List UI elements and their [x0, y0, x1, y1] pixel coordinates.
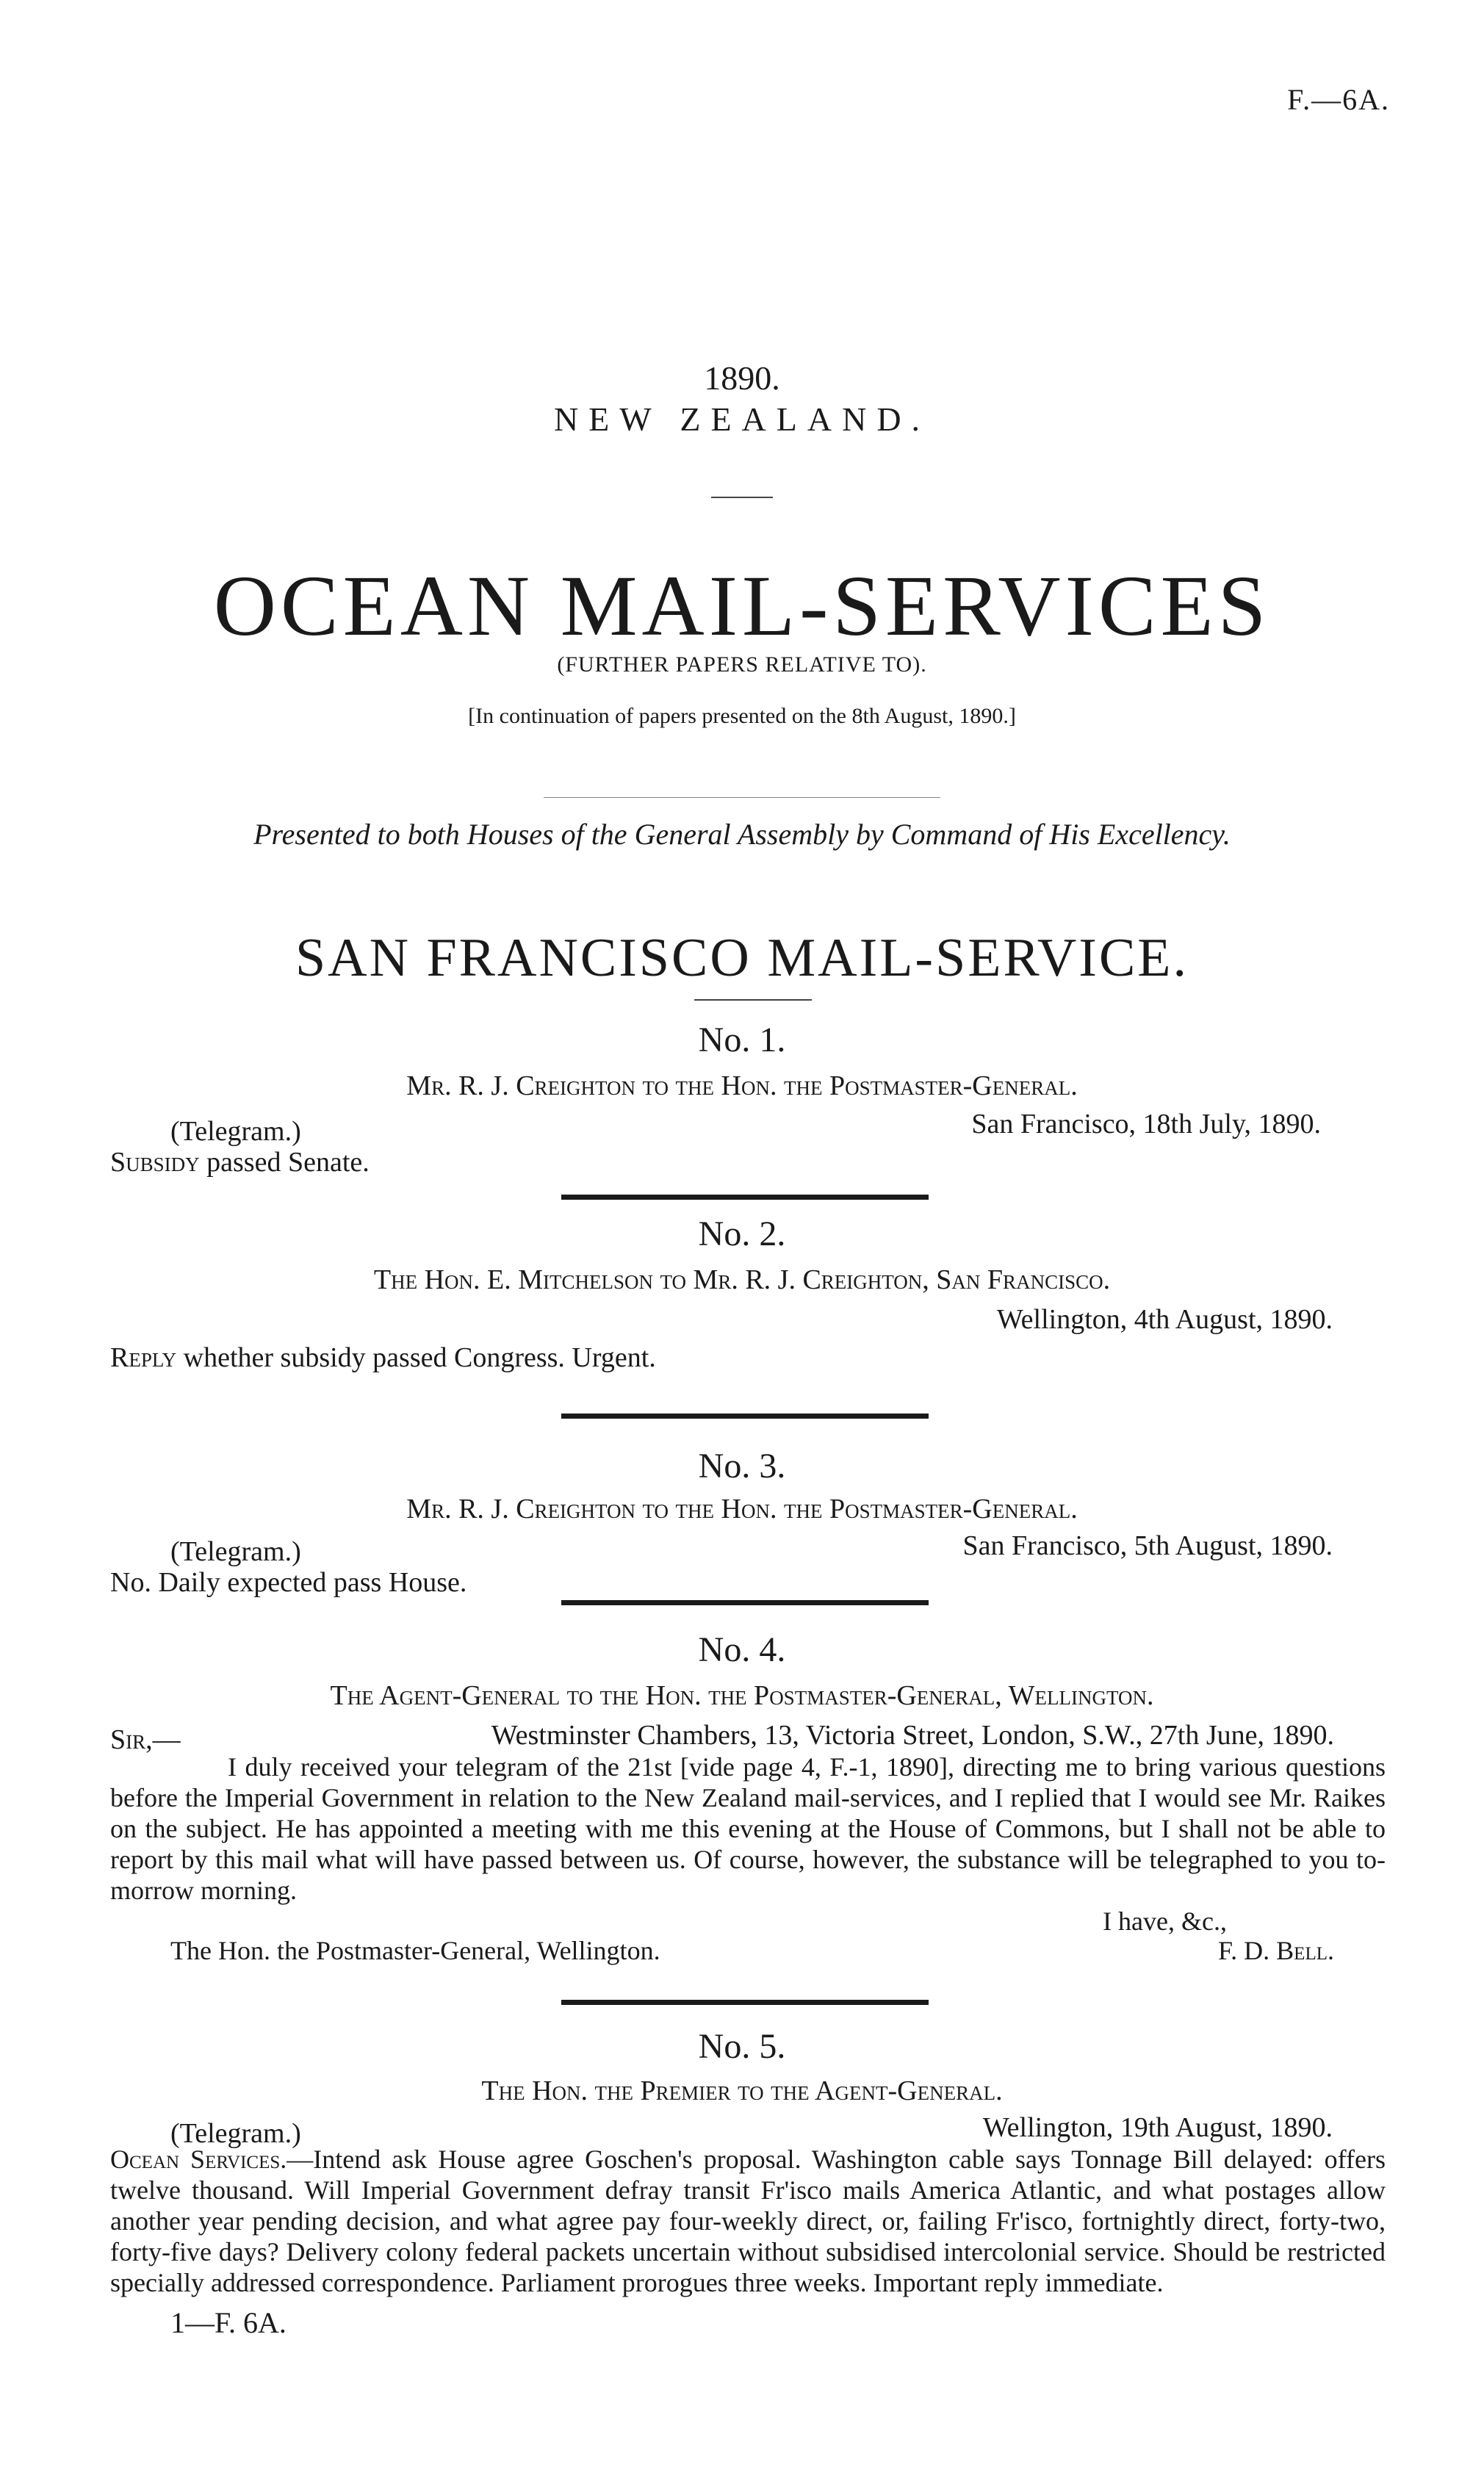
doc-number-3: No. 3. [698, 1447, 786, 1486]
doc-place-date-5: Wellington, 19th August, 1890. [982, 2112, 1333, 2143]
doc-place-date-1: San Francisco, 18th July, 1890. [971, 1109, 1321, 1139]
doc-place-date-4: Westminster Chambers, 13, Victoria Street, London, S.W., 27th June, 1890. [491, 1720, 1334, 1751]
doc-addressee-4: The Hon. the Postmaster-General, Wellington. [170, 1936, 660, 1965]
doc-heading-3: Mr. R. J. Creighton to the Hon. the Postmaster-General. [406, 1494, 1078, 1524]
doc-heading-5: The Hon. the Premier to the Agent-General. [481, 2075, 1003, 2106]
doc-text-2: whether subsidy passed Congress. Urgent. [183, 1342, 656, 1373]
doc-number-1: No. 1. [698, 1020, 786, 1059]
divider [561, 2000, 929, 2005]
doc-salutation-4: Sir,— [110, 1724, 181, 1755]
doc-body-2 [110, 1342, 656, 1374]
doc-heading-1: Mr. R. J. Creighton to the Hon. the Postmaster-General. [406, 1070, 1078, 1101]
divider [544, 797, 940, 798]
doc-type-5: (Telegram.) [170, 2118, 301, 2149]
divider [561, 1195, 929, 1200]
divider [694, 999, 812, 1001]
doc-text-1: passed Senate. [206, 1147, 370, 1178]
continuation-note: [In continuation of papers presented on the 8th August, 1890.] [468, 704, 1016, 728]
doc-body-1 [110, 1146, 370, 1178]
doc-text-5: —Intend ask House agree Goschen's proposal. Washington cable says Tonnage Bill delayed: offers twelve thousand. Will Imperial Government defray transit Fr'isco mails America Atlantic, and what postages allow another year pending decision, and what agree pay four-weekly direct, or, failing Fr'isco, fortnightly direct, forty-two, forty-five days? Delivery colony federal packets uncertain without subsidised intercolonial service. Should be restricted specially addressed correspondence. Parliament prorogues three weeks. Important reply immediate. [110, 2145, 1386, 2297]
presented-line: Presented to both Houses of the General Assembly by Command of His Excellency. [253, 818, 1231, 851]
doc-lead-5: Ocean Services. [110, 2145, 287, 2174]
doc-body-4: I duly received your telegram of the 21st [vide page 4, F.-1, 1890], directing me to bring various questions before the Imperial Government in relation to the New Zealand mail-services, and I replied that I would see Mr. Raikes on the subject. He has appointed a meeting with me this evening at the House of Commons, but I shall not be able to report by this mail what will have passed between us. Of course, however, the substance will be telegraphed to you to-morrow morning. [110, 1752, 1386, 1905]
section-title: SAN FRANCISCO MAIL-SERVICE. [295, 928, 1189, 988]
document-subtitle: (FURTHER PAPERS RELATIVE TO). [557, 652, 927, 677]
doc-lead-1: Subsidy [110, 1147, 200, 1178]
divider [561, 1600, 929, 1605]
doc-place-date-3: San Francisco, 5th August, 1890. [962, 1530, 1333, 1561]
doc-signature-4: F. D. Bell. [1218, 1936, 1334, 1965]
divider [711, 497, 773, 498]
doc-heading-2: The Hon. E. Mitchelson to Mr. R. J. Creighton, San Francisco. [373, 1264, 1111, 1295]
document-title: OCEAN MAIL-SERVICES [213, 558, 1271, 654]
doc-heading-4: The Agent-General to the Hon. the Postmaster-General, Wellington. [330, 1680, 1154, 1711]
doc-body-5 [110, 2144, 1386, 2298]
doc-closing-4: I have, &c., [1103, 1906, 1227, 1936]
footer-reference: 1—F. 6A. [170, 2306, 287, 2339]
country: NEW ZEALAND. [553, 400, 931, 438]
doc-number-4: No. 4. [698, 1630, 786, 1669]
doc-type-1: (Telegram.) [170, 1116, 301, 1147]
doc-number-2: No. 2. [698, 1214, 786, 1253]
doc-place-date-2: Wellington, 4th August, 1890. [996, 1304, 1333, 1335]
doc-type-3: (Telegram.) [170, 1536, 301, 1567]
page-reference: F.—6A. [1287, 83, 1390, 116]
doc-number-5: No. 5. [698, 2027, 786, 2066]
doc-lead-2: Reply [110, 1342, 177, 1373]
divider [561, 1414, 929, 1419]
year: 1890. [704, 359, 780, 397]
doc-body-3: No. Daily expected pass House. [110, 1567, 467, 1598]
